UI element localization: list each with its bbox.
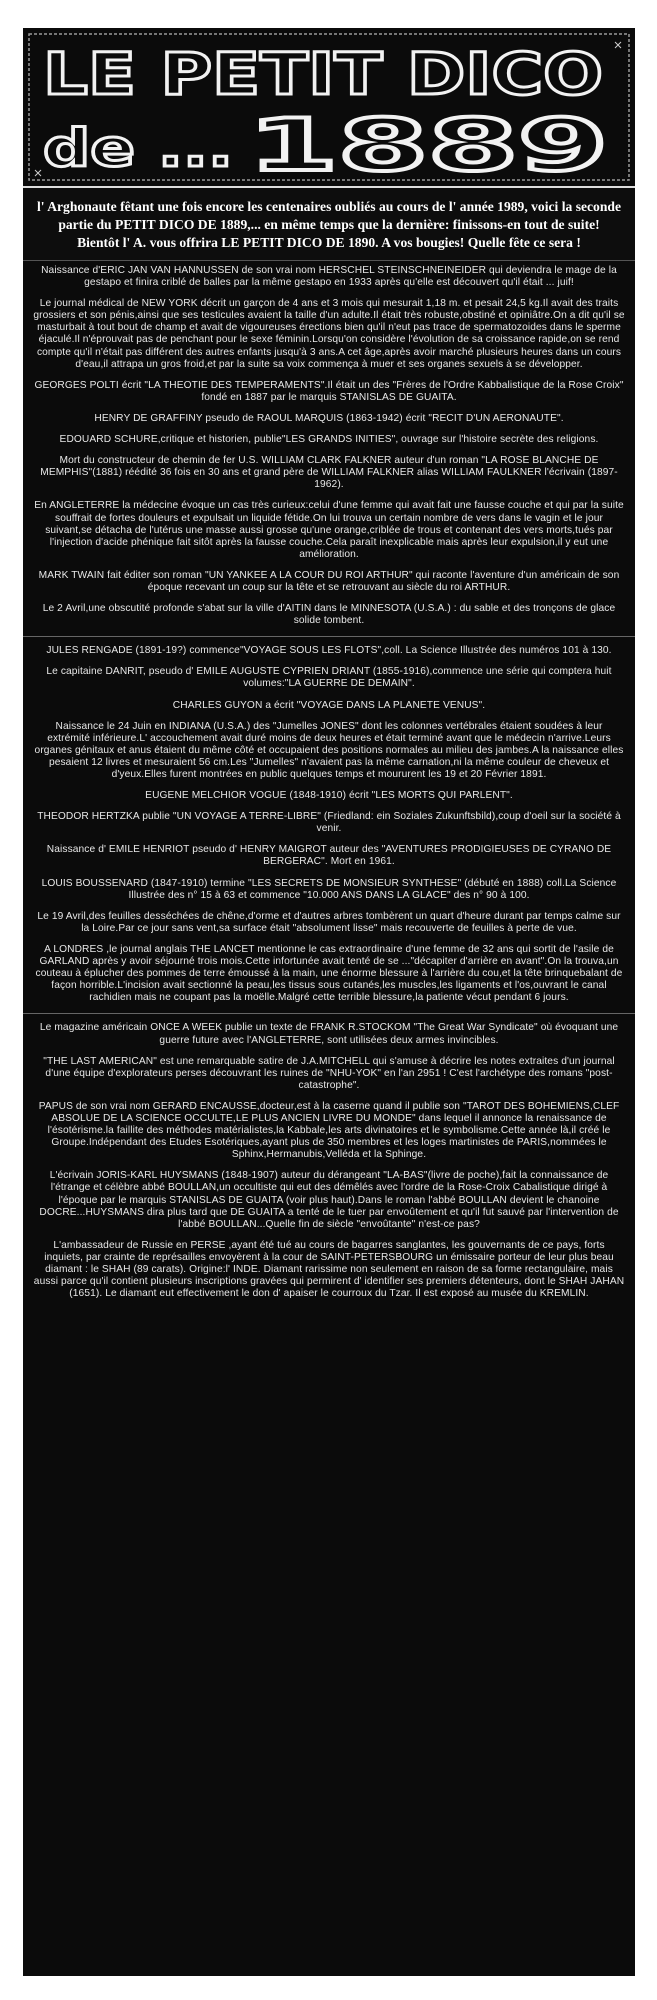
section-divider	[23, 636, 635, 637]
entry: Le capitaine DANRIT, pseudo d' EMILE AUGUSTE CYPRIEN DRIANT (1855-1916),commence une série qui comptera huit volumes:"LA GUERRE DE DEMAIN".	[46, 666, 612, 690]
entry: En ANGLETERRE la médecine évoque un cas très curieux:celui d'une femme qui avait fait une fausse couche et qui par la suite souffrait de fortes douleurs et expulsait un liquide fétide.On lui trouva un certain nombre de vers dans le vagin et le jour suivant,se détacha de l'utérus une masse aussi grosse qu'une orange,criblée de trous et contenant des vers morts,tués par l'injection d'acide phénique fait sitôt après la fausse couche.Cela paraît inexplicable mais après leur expulsion,il y eut une amélioration.	[34, 500, 624, 560]
section-divider	[23, 1013, 635, 1014]
entry: Mort du constructeur de chemin de fer U.S. WILLIAM CLARK FALKNER auteur d'un roman "LA ROSE BLANCHE DE MEMPHIS"(1881) réédité 36 fois en 30 ans et grand père de WILLIAM FALKNER alias WILLIAM FAULKNER l'écrivain (1897-1962).	[40, 455, 618, 491]
entry: Naissance le 24 Juin en INDIANA (U.S.A.) des "Jumelles JONES" dont les colonnes vertébrales étaient soudées à leur extrémité inférieure.L' accouchement avait duré moins de deux heures et était terminé avant que le médecin n'arrive.Leurs organes génitaux et anus étaient du même côté et occupaient des positions normales au milieu des jambes.A la naissance elles pesaient 12 livres et mesuraient 56 cm.Les "Jumelles" n'avaient pas la même carnation,ni la même couleur de cheveux et d'yeux.Elles furent montrées en public quelques temps et moururent les 19 et 20 Février 1891.	[34, 720, 624, 780]
article-body	[23, 261, 635, 1300]
entry: PAPUS de son vrai nom GERARD ENCAUSSE,docteur,est à la caserne quand il publie son "TAROT DES BOHEMIENS,CLEF ABSOLUE DE LA SCIENCE OCCULTE,LE PLUS ANCIEN LIVRE DU MONDE" dans lequel il annonce la renaissance de l'ésotérisme.la faillite des méthodes matérialistes,la Kabbale,les arts divinatoires et le symbolisme.Cette année là,il créé le Groupe.Indépendant des Etudes Esotériques,ayant plus de 350 membres et les loges martinistes de PARIS,nommées le Sphinx,Hermanubis,Velléda et la Sphinge.	[38, 1100, 620, 1161]
masthead-lettering	[23, 28, 635, 186]
entry: EUGENE MELCHIOR VOGUE (1848-1910) écrit "LES MORTS QUI PARLENT".	[145, 790, 513, 802]
entry: Le magazine américain ONCE A WEEK publie un texte de FRANK R.STOCKOM "The Great War Syndicate" où évoquant une guerre future avec l'ANGLETERRE, sont utilisées deux armes invincibles.	[39, 1022, 619, 1046]
section-3	[33, 1022, 625, 1300]
entry: MARK TWAIN fait éditer son roman "UN YANKEE A LA COUR DU ROI ARTHUR" qui raconte l'aventure d'un américain de son époque recevant un coup sur la tête et se retrouvant au siècle du roi ARTHUR.	[38, 569, 620, 593]
newsletter-page	[23, 28, 635, 1976]
entry: A LONDRES ,le journal anglais THE LANCET mentionne le cas extraordinaire d'une femme de 32 ans qui sortit de l'asile de GARLAND après y avoir séjourné trois mois.Cette infortunée avait tenté de se ..."décapiter d'arrière en avant".On la trouva,un couteau à éplucher des pommes de terre émoussé à la main, une énorme blessure à l'arrière du cou,et la tête brinquebalant de façon horrible.L'incision avait sectionné la peau,les tissus sous cutanés,les muscles,les ligaments et l'os,ouvrant le canal rachidien mais ne coupant pas la moëlle.Malgré cette terrible blessure,la patiente vécut pendant 6 jours.	[35, 943, 623, 1004]
entry: L'écrivain JORIS-KARL HUYSMANS (1848-1907) auteur du dérangeant "LA-BAS"(livre de poche),fait la connaissance de l'étrange et célèbre abbé BOULLAN,un occultiste qui eut des démêlés avec l'ordre de la Rose-Croix Cabalistique dirigé à l'époque par le marquis STANISLAS DE GUAITA (voir plus haut).Dans le roman l'abbé BOULLAN devient le chanoine DOCRE...HUYSMANS dira plus tard que DE GUAITA a tenté de le tuer par envoûtement et qu'il fut sauvé par l'intervention de l'abbé BOULLAN...Quelle fin de siècle "envoûtante" n'est-ce pas?	[39, 1170, 619, 1230]
entry: EDOUARD SCHURE,critique et historien, publie"LES GRANDS INITIES", ouvrage sur l'histoire secrète des religions.	[59, 434, 599, 446]
section-2	[33, 645, 625, 1004]
masthead-title-line2: de ...	[43, 119, 233, 179]
section-1	[33, 265, 625, 627]
entry: Naissance d' EMILE HENRIOT pseudo d' HENRY MAIGROT auteur des "AVENTURES PRODIGIEUSES DE CYRANO DE BERGERAC". Mort en 1961.	[46, 844, 612, 868]
entry: "THE LAST AMERICAN" est une remarquable satire de J.A.MITCHELL qui s'amuse à décrire les notes extraites d'un journal d'une équipe d'explorateurs perses découvrant les ruines de "NHU-YOK" en l'an 2951 ! C'est l'archétype des romans "post-catastrophe".	[43, 1055, 615, 1091]
intro-paragraph: l' Arghonaute fêtant une fois encore les centenaires oubliés au cours de l' année 1989, voici la seconde partie du PETIT DICO DE 1889,... en même temps que la dernière: finissons-en tout de suite! Bientôt l' A. vous offrira LE PETIT DICO DE 1890. A vos bougies! Quelle fête ce sera !	[23, 188, 635, 261]
entry: CHARLES GUYON a écrit "VOYAGE DANS LA PLANETE VENUS".	[172, 699, 486, 711]
entry: HENRY DE GRAFFINY pseudo de RAOUL MARQUIS (1863-1942) écrit "RECIT D'UN AERONAUTE".	[94, 412, 564, 424]
entry: THEODOR HERTZKA publie "UN VOYAGE A TERRE-LIBRE" (Friedland: ein Soziales Zukunftsbild),coup d'oeil sur la société à venir.	[37, 811, 621, 835]
entry: JULES RENGADE (1891-19?) commence"VOYAGE SOUS LES FLOTS",coll. La Science Illustrée des numéros 101 à 130.	[46, 645, 612, 657]
entry: Naissance d'ERIC JAN VAN HANNUSSEN de son vrai nom HERSCHEL STEINSCHNEINEIDER qui deviendra le mage de la gestapo et finira criblé de balles par la même gestapo en 1933 après qu'elle est découvert qu'il était ... juif!	[41, 265, 617, 289]
masthead	[23, 28, 635, 188]
masthead-title-line1: LE PETIT DICO	[43, 40, 603, 108]
masthead-year: 1889	[248, 103, 608, 186]
entry: GEORGES POLTI écrit "LA THEOTIE DES TEMPERAMENTS".Il était un des "Frères de l'Ordre Kabbalistique de la Rose Croix" fondé en 1887 par le marquis STANISLAS DE GUAITA.	[34, 379, 624, 403]
entry: Le journal médical de NEW YORK décrit un garçon de 4 ans et 3 mois qui mesurait 1,18 m. et pesait 24,5 kg.Il avait des traits grossiers et son pénis,ainsi que ses testicules avaient la taille d'un adulte.Il était très robuste,obstiné et opiniâtre.On a dit qu'il se masturbait à tout bout de champ et avait de vigoureuses érections bien qu'il n'eut pas trace de spermatozoides dans le sperme éjaculé.Il n'éprouvait pas de penchant pour le sexe féminin.Lorsqu'on considère l'évolution de sa croissance rapide,on se rend compte qu'il n'était pas différent des autres enfants jusqu'à 3 ans.A cet âge,après avoir marché plusieurs heures dans un cours d'eau,il attrapa un gros froid,et par la suite sa voix commença à muer et ses organes sexuels à se développer.	[33, 298, 625, 370]
entry: Le 2 Avril,une obscutité profonde s'abat sur la ville d'AITIN dans le MINNESOTA (U.S.A.) : du sable et des tronçons de glace solide tombent.	[42, 603, 616, 627]
entry: Le 19 Avril,des feuilles desséchées de chêne,d'orme et d'autres arbres tombèrent un quart d'heure durant par temps calme sur la Loire.Par ce jour sans vent,sa surface était "absolument lisse" mais recouverte de feuilles à perte de vue.	[37, 910, 621, 934]
entry: L'ambassadeur de Russie en PERSE ,ayant été tué au cours de bagarres sanglantes, les gouvernants de ce pays, forts inquiets, par crainte de représailles envoyèrent à la cour de SAINT-PETERSBOURG un émissaire porteur de leur plus beau diamant : le SHAH (89 carats). Origine:l' INDE. Diamant rarissime non seulement en raison de sa forme rectangulaire, mais aussi parce qu'il contient plusieurs inscriptions gravées qui permirent d' identifier ses premiers détenteurs, dont le SHAH JAHAN (1651). Le diamant eut effectivement le don d' apaiser le courroux du Tzar. Il est exposé au musée du KREMLIN.	[33, 1239, 625, 1300]
entry: LOUIS BOUSSENARD (1847-1910) termine "LES SECRETS DE MONSIEUR SYNTHESE" (débuté en 1888) coll.La Science Illustrée des n° 15 à 63 et commence "10.000 ANS DANS LA GLACE" des n° 90 à 100.	[41, 877, 617, 901]
